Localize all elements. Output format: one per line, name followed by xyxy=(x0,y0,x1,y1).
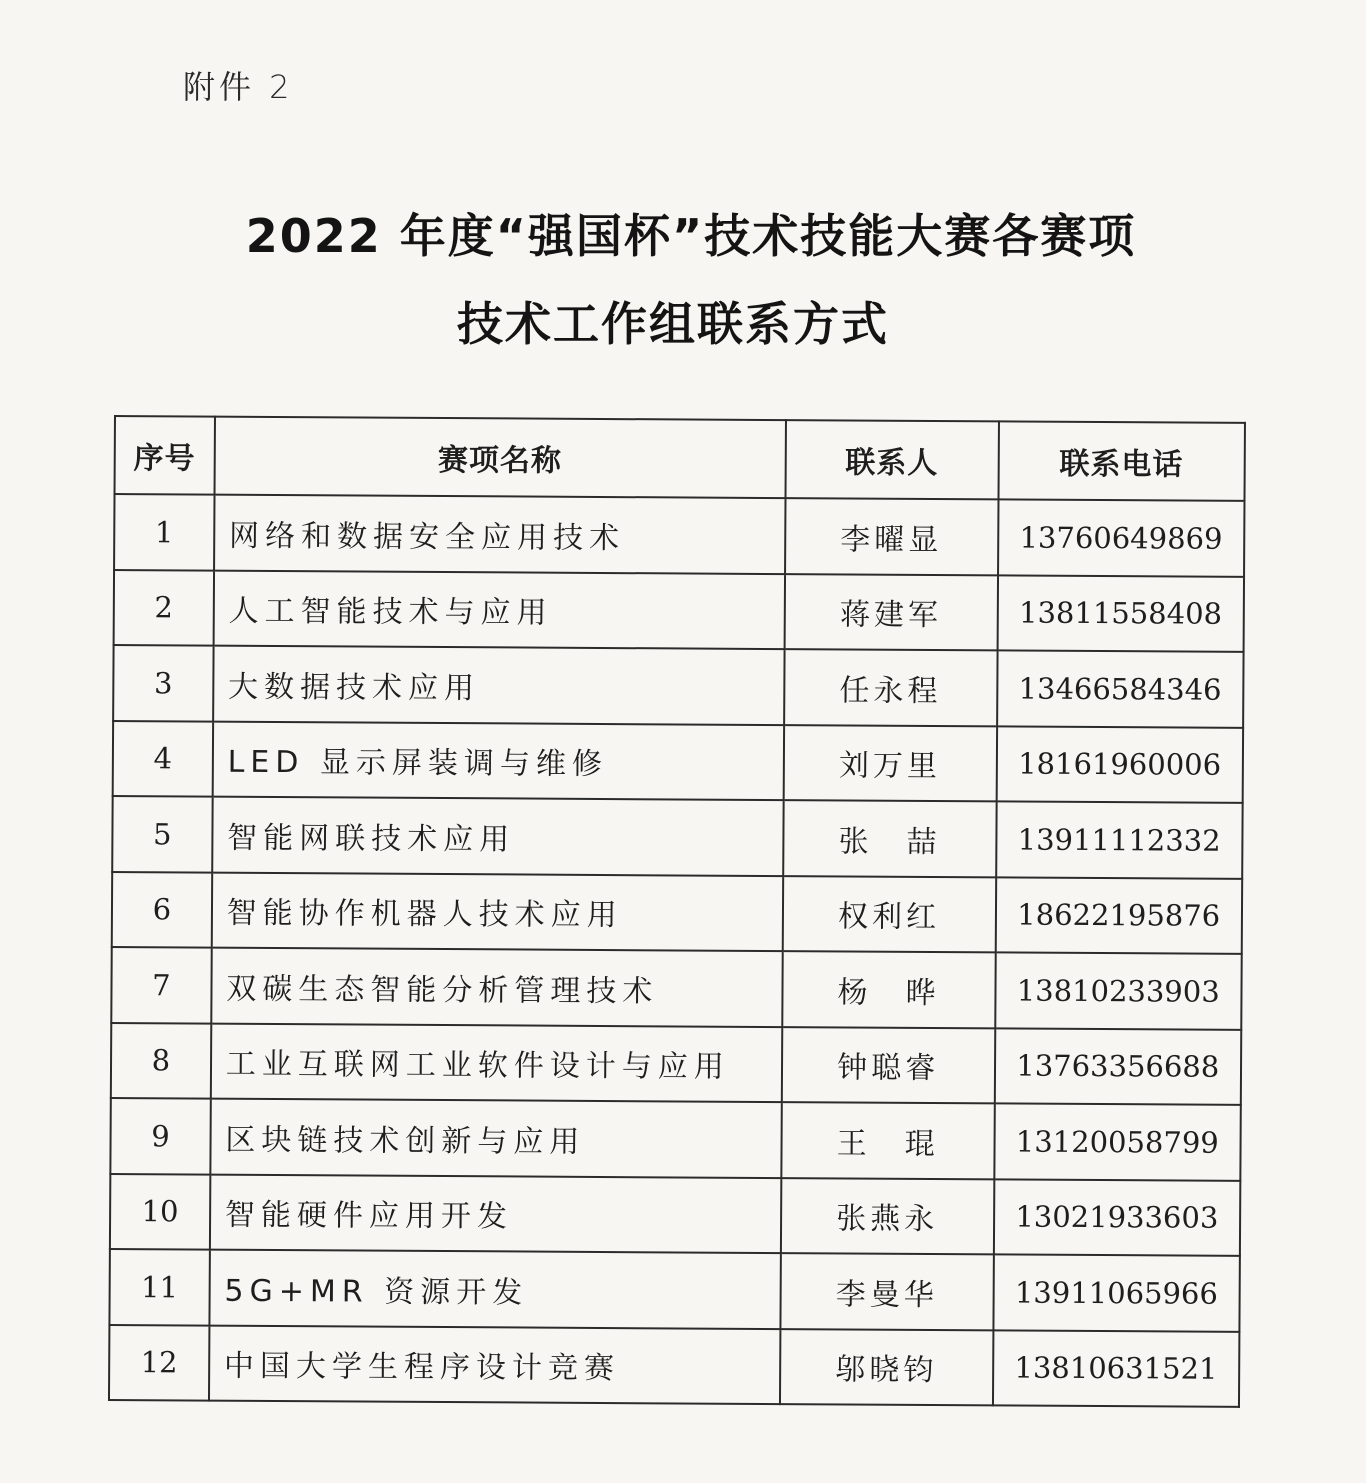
row-no: 5 xyxy=(112,796,212,872)
row-event-name: 工业互联网工业软件设计与应用 xyxy=(211,1023,782,1102)
table-row xyxy=(109,1324,1239,1406)
table-header-row xyxy=(115,416,1245,501)
row-contact-person: 王 琨 xyxy=(781,1102,994,1179)
row-event-name: 智能网联技术应用 xyxy=(212,797,783,876)
row-contact-person: 张燕永 xyxy=(781,1178,994,1255)
row-contact-phone: 13021933603 xyxy=(993,1179,1240,1256)
table-row xyxy=(114,570,1244,652)
row-contact-person: 李曜显 xyxy=(785,498,998,575)
row-contact-phone: 13811558408 xyxy=(997,575,1244,652)
row-no: 9 xyxy=(110,1098,210,1174)
row-contact-phone: 13911112332 xyxy=(996,801,1243,878)
row-no: 8 xyxy=(111,1022,211,1098)
row-contact-person: 权利红 xyxy=(782,876,995,953)
row-contact-person: 邬晓钧 xyxy=(780,1329,993,1406)
row-event-name: 智能协作机器人技术应用 xyxy=(212,872,783,951)
row-no: 6 xyxy=(112,871,212,947)
table-row xyxy=(111,947,1241,1029)
row-contact-person: 钟聪睿 xyxy=(782,1027,995,1104)
table-row xyxy=(110,1098,1240,1180)
row-no: 11 xyxy=(109,1249,209,1325)
header-contact-person: 联系人 xyxy=(785,420,998,499)
row-contact-phone: 13120058799 xyxy=(994,1103,1241,1180)
row-event-name: 人工智能技术与应用 xyxy=(213,570,784,649)
row-contact-person: 任永程 xyxy=(784,649,997,726)
row-event-name: 大数据技术应用 xyxy=(213,646,784,725)
attachment-label: 附件 2 xyxy=(183,68,294,106)
row-contact-person: 杨 晔 xyxy=(782,951,995,1028)
row-no: 2 xyxy=(114,570,214,646)
row-contact-phone: 13810631521 xyxy=(992,1330,1239,1407)
row-contact-person: 李曼华 xyxy=(780,1253,993,1330)
row-contact-phone: 13911065966 xyxy=(993,1254,1240,1331)
row-contact-phone: 13763356688 xyxy=(994,1028,1241,1105)
row-contact-phone: 13466584346 xyxy=(997,650,1244,727)
row-contact-person: 张 喆 xyxy=(783,800,996,877)
row-contact-phone: 18161960006 xyxy=(996,726,1243,803)
row-contact-phone: 13760649869 xyxy=(998,499,1245,576)
table-row xyxy=(112,871,1242,953)
table-row xyxy=(110,1173,1240,1255)
document-title-line-1: 2022 年度“强国杯”技术技能大赛各赛项 xyxy=(245,209,1137,263)
header-event-name: 赛项名称 xyxy=(214,417,785,498)
row-event-name: LED 显示屏装调与维修 xyxy=(212,721,783,800)
row-contact-person: 蒋建军 xyxy=(784,574,997,651)
row-no: 3 xyxy=(113,645,213,721)
contacts-table xyxy=(108,415,1246,1408)
row-event-name: 智能硬件应用开发 xyxy=(210,1174,781,1253)
row-no: 4 xyxy=(113,721,213,797)
table-row xyxy=(112,796,1242,878)
table-row xyxy=(113,645,1243,727)
table-row xyxy=(109,1249,1239,1331)
row-contact-person: 刘万里 xyxy=(783,725,996,802)
row-no: 7 xyxy=(111,947,211,1023)
table-row xyxy=(111,1022,1241,1104)
header-no: 序号 xyxy=(115,416,215,495)
header-contact-phone: 联系电话 xyxy=(998,421,1245,501)
row-event-name: 中国大学生程序设计竞赛 xyxy=(209,1325,780,1404)
row-no: 10 xyxy=(110,1173,210,1249)
row-event-name: 5G+MR 资源开发 xyxy=(209,1250,780,1329)
table-row xyxy=(114,494,1244,576)
row-no: 1 xyxy=(114,494,214,570)
document-title-line-2: 技术工作组联系方式 xyxy=(457,297,889,351)
table-row xyxy=(113,721,1243,803)
row-event-name: 区块链技术创新与应用 xyxy=(210,1099,781,1178)
row-contact-phone: 13810233903 xyxy=(995,952,1242,1029)
row-event-name: 网络和数据安全应用技术 xyxy=(214,495,785,574)
row-contact-phone: 18622195876 xyxy=(995,877,1242,954)
row-event-name: 双碳生态智能分析管理技术 xyxy=(211,948,782,1027)
row-no: 12 xyxy=(109,1324,209,1400)
